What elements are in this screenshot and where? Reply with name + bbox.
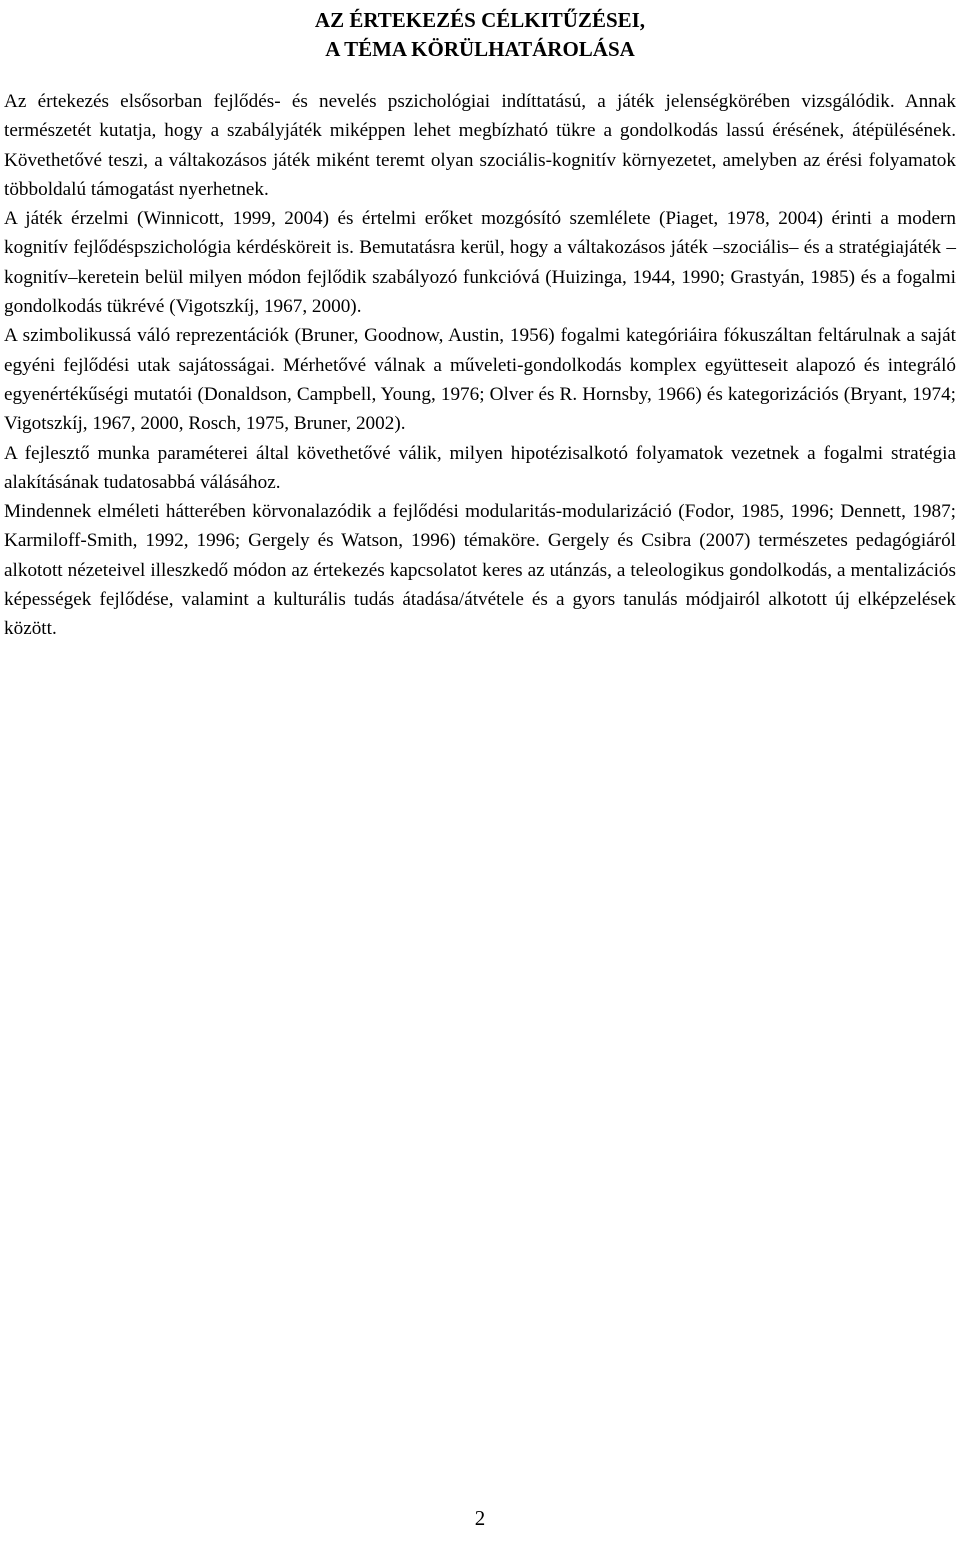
body-text (4, 87, 956, 644)
paragraph-theoretical-background: Mindennek elméleti hátterében körvonalazódik a fejlődési modularitás-modularizáció (Fodor, 1985, 1996; Dennett, 1987; Karmiloff-Smith, 1992, 1996; Gergely és Watson, 1996) témaköre. Gergely és Csibra (2007) természetes pedagógiáról alkotott nézeteivel illeszkedő módon az értekezés kapcsolatot keres az utánzás, a teleologikus gondolkodás, a mentalizációs képességek fejlődése, valamint a kulturális tudás átadása/átvétele és a gyors tanulás módjairól alkotott új elképzelések között. (4, 501, 956, 640)
paragraph-introduction: Az értekezés elsősorban fejlődés- és nevelés pszichológiai indíttatású, a játék jelenségkörében vizsgálódik. Annak természetét kutatja, hogy a szabályjáték miképpen lehet megbízható tükre a gondolkodás lassú érésének, átépülésének. Követhetővé teszi, a váltakozásos játék miként teremt olyan szociális-kognitív környezetet, amelyben az érési folyamatok többoldalú támogatást nyerhetnek. (4, 91, 956, 200)
title-line-1: AZ ÉRTEKEZÉS CÉLKITŰZÉSEI, (314, 8, 646, 32)
paragraph-symbolic-representations: A szimbolikussá váló reprezentációk (Bruner, Goodnow, Austin, 1956) fogalmi kategóriáira fókuszáltan feltárulnak a saját egyéni fejlődési utak sajátosságai. Mérhetővé válnak a műveleti-gondolkodás komplex együtteseit alapozó és integráló egyenértékűségi mutatói (Donaldson, Campbell, Young, 1976; Olver és R. Hornsby, 1966) és kategorizációs (Bryant, 1974; Vigotszkíj, 1967, 2000, Rosch, 1975, Bruner, 2002). (4, 325, 956, 435)
title-line-2: A TÉMA KÖRÜLHATÁROLÁSA (325, 37, 635, 61)
paragraph-development-work: A fejlesztő munka paraméterei által követhetővé válik, milyen hipotézisalkotó folyamatok vezetnek a fogalmi stratégia alakításának tudatosabbá válásához. (4, 442, 956, 493)
page-number: 2 (474, 1506, 486, 1530)
page-title (0, 6, 960, 64)
paragraph-emotional-intellectual: A játék érzelmi (Winnicott, 1999, 2004) és értelmi erőket mozgósító szemlélete (Piaget, 1978, 2004) érinti a modern kognitív fejlődéspszichológia kérdésköreit is. Bemutatásra kerül, hogy a váltakozásos játék –szociális– és a stratégiajáték –kognitív–keretein belül milyen módon fejlődik szabályozó funkcióvá (Huizinga, 1944, 1990; Grastyán, 1985) és a fogalmi gondolkodás tükrévé (Vigotszkíj, 1967, 2000). (4, 208, 956, 318)
